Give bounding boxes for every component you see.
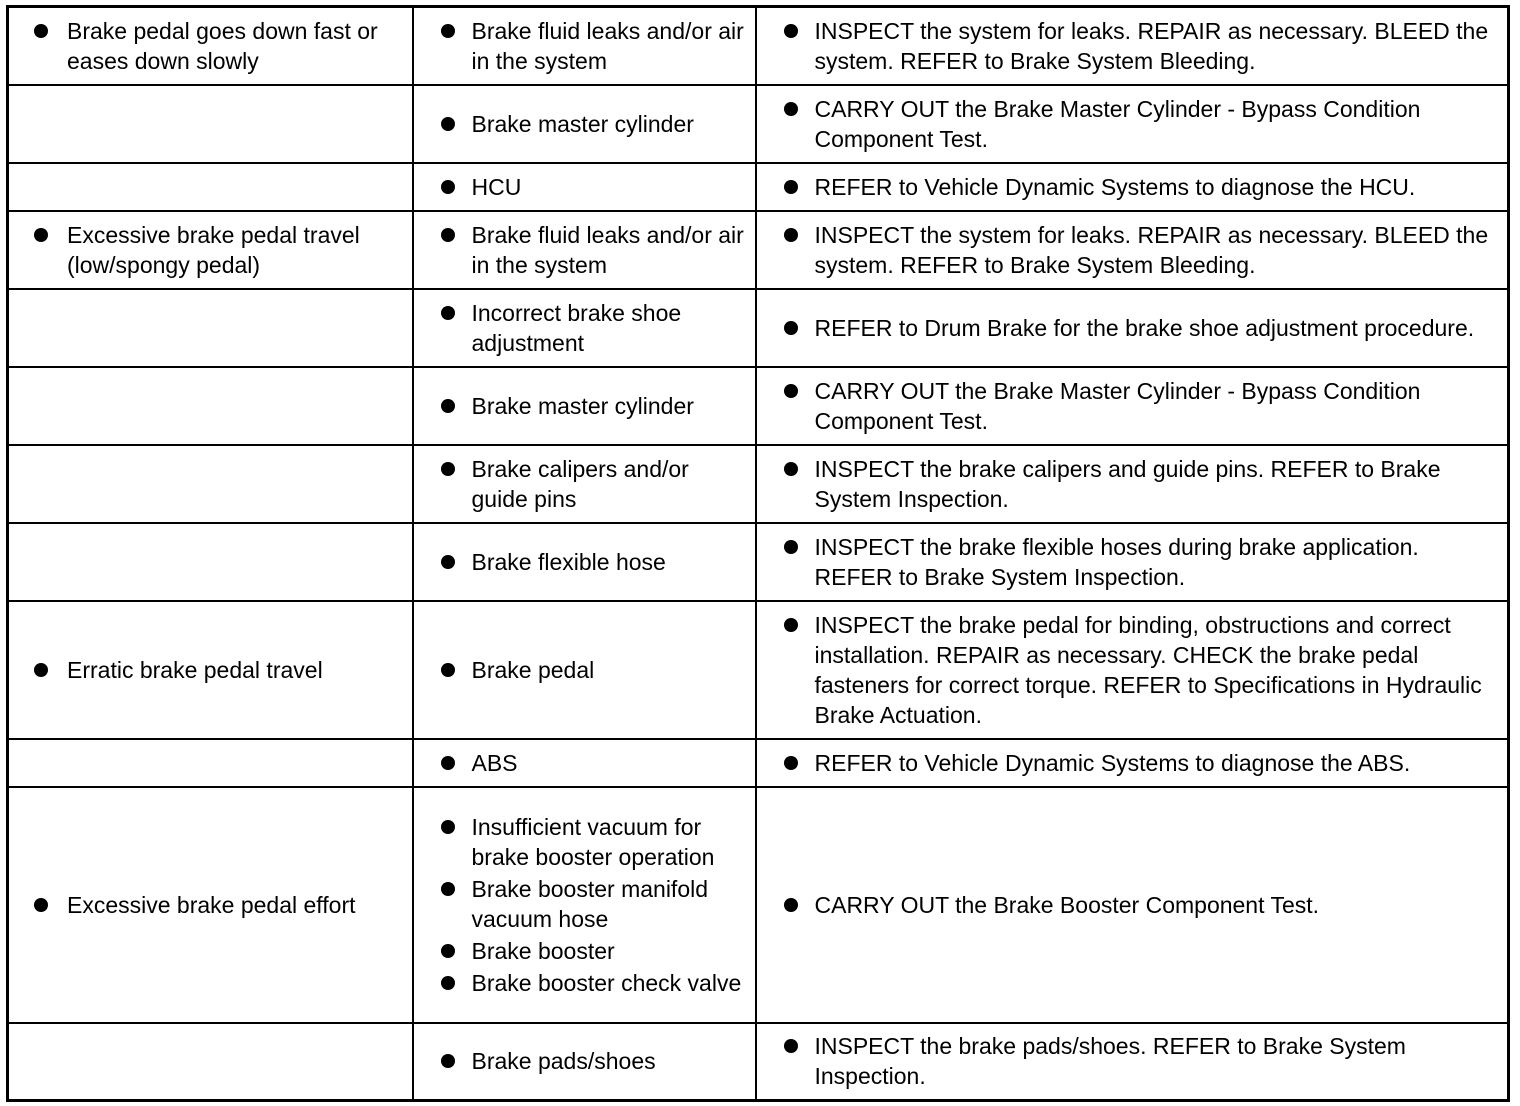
action-text: INSPECT the system for leaks. REPAIR as necessary. BLEED the system. REFER to Brake System Bleeding. (814, 221, 1489, 278)
source-cell (413, 211, 756, 289)
action-text: INSPECT the brake calipers and guide pins. REFER to Brake System Inspection. (814, 455, 1441, 512)
action-item (757, 16, 1508, 76)
source-item (414, 655, 755, 685)
bullet-icon (441, 462, 455, 476)
source-cell (413, 523, 756, 601)
bullet-icon (784, 384, 798, 398)
source-item (414, 16, 755, 76)
source-text: Brake booster (471, 937, 615, 964)
bullet-icon (784, 102, 798, 116)
source-item (414, 454, 755, 514)
source-text: Brake flexible hose (471, 548, 666, 575)
condition-cell (8, 445, 413, 523)
table-row (8, 1023, 1509, 1101)
action-item (757, 532, 1508, 592)
condition-item (9, 220, 412, 280)
bullet-icon (441, 180, 455, 194)
source-text: Brake pads/shoes (471, 1048, 656, 1075)
action-text: CARRY OUT the Brake Master Cylinder - Bypass Condition Component Test. (814, 95, 1421, 152)
action-item (757, 1031, 1508, 1091)
action-item (757, 172, 1508, 202)
action-item (757, 220, 1508, 280)
source-text: Brake booster manifold vacuum hose (471, 875, 709, 932)
action-cell (756, 163, 1509, 211)
action-cell (756, 7, 1509, 85)
table-row (8, 787, 1509, 1023)
source-cell (413, 1023, 756, 1101)
bullet-icon (784, 756, 798, 770)
action-cell (756, 523, 1509, 601)
table-row (8, 445, 1509, 523)
source-item (414, 109, 755, 139)
bullet-icon (784, 898, 798, 912)
bullet-icon (784, 462, 798, 476)
bullet-icon (441, 228, 455, 242)
table-row (8, 163, 1509, 211)
diagnosis-table (6, 5, 1510, 1102)
table-row (8, 367, 1509, 445)
bullet-icon (441, 756, 455, 770)
source-item (414, 298, 755, 358)
table-row (8, 523, 1509, 601)
source-item (414, 547, 755, 577)
source-text: Insufficient vacuum for brake booster operation (471, 813, 715, 870)
source-text: Brake master cylinder (471, 110, 694, 137)
source-text: Brake master cylinder (471, 392, 694, 419)
bullet-icon (34, 24, 48, 38)
action-item (757, 748, 1508, 778)
condition-cell (8, 1023, 413, 1101)
bullet-icon (34, 663, 48, 677)
bullet-icon (441, 24, 455, 38)
bullet-icon (784, 321, 798, 335)
source-text: Brake fluid leaks and/or air in the system (471, 221, 744, 278)
action-cell (756, 85, 1509, 163)
source-item (414, 391, 755, 421)
source-text: ABS (471, 749, 518, 776)
action-text: INSPECT the brake flexible hoses during brake application. REFER to Brake System Inspection. (814, 533, 1419, 590)
action-cell (756, 601, 1509, 739)
action-cell (756, 1023, 1509, 1101)
bullet-icon (441, 1054, 455, 1068)
action-text: REFER to Drum Brake for the brake shoe adjustment procedure. (814, 314, 1475, 341)
condition-cell (8, 739, 413, 787)
condition-cell (8, 7, 413, 85)
source-item (414, 812, 755, 872)
table-row (8, 85, 1509, 163)
source-text: Brake booster check valve (471, 969, 742, 996)
bullet-icon (441, 663, 455, 677)
action-text: REFER to Vehicle Dynamic Systems to diagnose the HCU. (814, 173, 1416, 200)
condition-item (9, 16, 412, 76)
table-row (8, 289, 1509, 367)
bullet-icon (441, 944, 455, 958)
condition-text: Brake pedal goes down fast or eases down slowly (67, 17, 378, 74)
bullet-icon (784, 228, 798, 242)
bullet-icon (441, 555, 455, 569)
diagnosis-table-body (8, 7, 1509, 1101)
table-row (8, 601, 1509, 739)
action-cell (756, 739, 1509, 787)
action-cell (756, 367, 1509, 445)
action-item (757, 376, 1508, 436)
source-text: Brake pedal (471, 656, 595, 683)
action-item (757, 313, 1508, 343)
bullet-icon (441, 976, 455, 990)
bullet-icon (441, 399, 455, 413)
action-item (757, 454, 1508, 514)
bullet-icon (34, 898, 48, 912)
table-row (8, 211, 1509, 289)
source-text: Incorrect brake shoe adjustment (471, 299, 682, 356)
table-row (8, 7, 1509, 85)
source-text: Brake fluid leaks and/or air in the system (471, 17, 744, 74)
bullet-icon (784, 1039, 798, 1053)
source-item (414, 748, 755, 778)
condition-cell (8, 163, 413, 211)
source-item (414, 936, 755, 966)
condition-cell (8, 211, 413, 289)
bullet-icon (441, 117, 455, 131)
action-item (757, 94, 1508, 154)
source-cell (413, 367, 756, 445)
source-cell (413, 163, 756, 211)
source-cell (413, 787, 756, 1023)
source-cell (413, 601, 756, 739)
bullet-icon (784, 540, 798, 554)
source-cell (413, 445, 756, 523)
source-cell (413, 289, 756, 367)
bullet-icon (784, 618, 798, 632)
condition-cell (8, 523, 413, 601)
bullet-icon (784, 180, 798, 194)
bullet-icon (441, 306, 455, 320)
action-text: INSPECT the brake pads/shoes. REFER to Brake System Inspection. (814, 1033, 1406, 1090)
action-text: INSPECT the brake pedal for binding, obstructions and correct installation. REPAIR as necessary. CHECK the brake pedal fasteners for correct torque. REFER to Specifications in Hydraulic Brake Actuation. (814, 611, 1482, 728)
bullet-icon (784, 24, 798, 38)
action-cell (756, 445, 1509, 523)
action-cell (756, 211, 1509, 289)
condition-cell (8, 85, 413, 163)
action-cell (756, 289, 1509, 367)
source-item (414, 1046, 755, 1076)
action-item (757, 890, 1508, 920)
bullet-icon (34, 228, 48, 242)
condition-text: Excessive brake pedal effort (67, 891, 356, 918)
action-text: INSPECT the system for leaks. REPAIR as necessary. BLEED the system. REFER to Brake System Bleeding. (814, 17, 1489, 74)
condition-cell (8, 601, 413, 739)
source-item (414, 220, 755, 280)
bullet-icon (441, 820, 455, 834)
condition-item (9, 655, 412, 685)
condition-cell (8, 289, 413, 367)
source-cell (413, 7, 756, 85)
action-text: CARRY OUT the Brake Master Cylinder - Bypass Condition Component Test. (814, 377, 1421, 434)
condition-item (9, 890, 412, 920)
action-text: REFER to Vehicle Dynamic Systems to diagnose the ABS. (814, 749, 1411, 776)
action-text: CARRY OUT the Brake Booster Component Test. (814, 891, 1320, 918)
condition-cell (8, 787, 413, 1023)
source-text: HCU (471, 173, 522, 200)
source-text: Brake calipers and/or guide pins (471, 455, 689, 512)
bullet-icon (441, 882, 455, 896)
condition-text: Excessive brake pedal travel (low/spongy pedal) (67, 221, 360, 278)
source-cell (413, 739, 756, 787)
source-item (414, 172, 755, 202)
action-cell (756, 787, 1509, 1023)
action-item (757, 610, 1508, 730)
condition-cell (8, 367, 413, 445)
condition-text: Erratic brake pedal travel (67, 656, 323, 683)
table-row (8, 739, 1509, 787)
source-item (414, 874, 755, 934)
source-cell (413, 85, 756, 163)
source-item (414, 968, 755, 998)
